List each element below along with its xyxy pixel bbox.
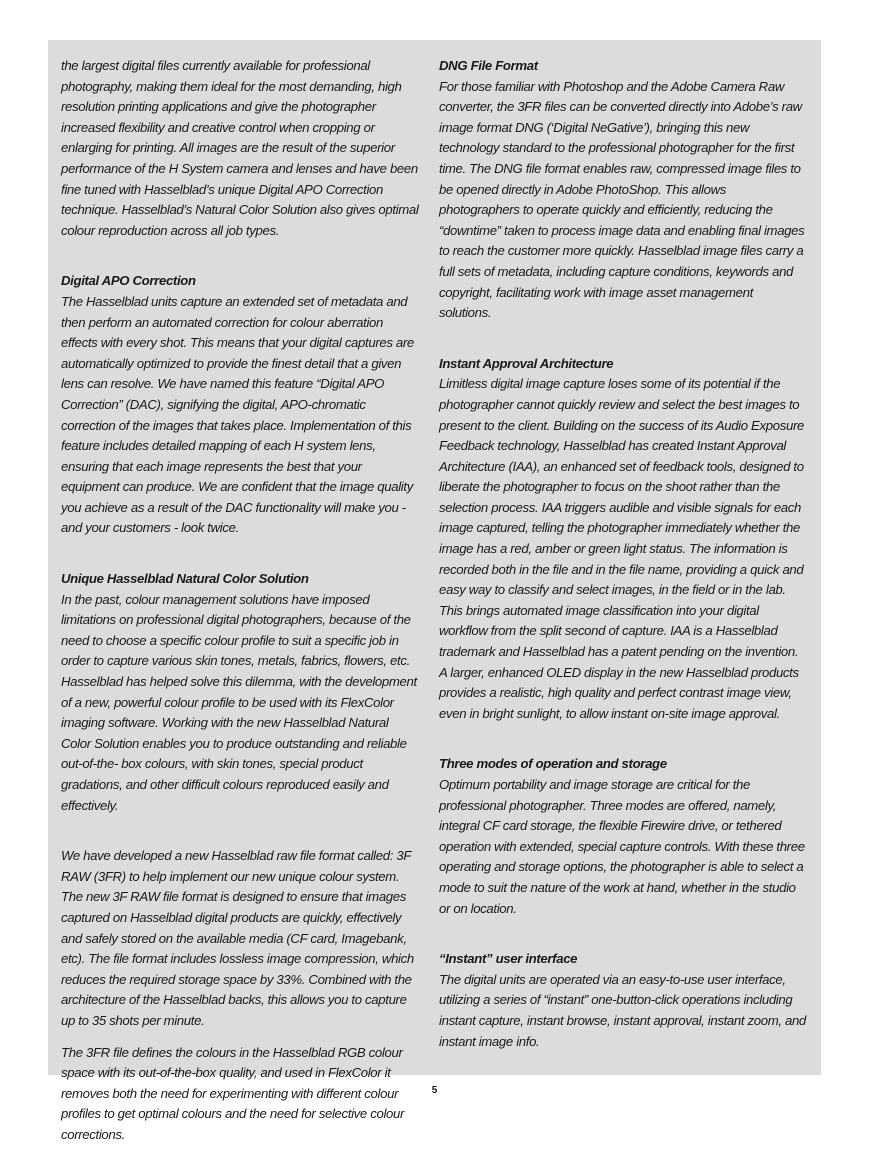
ui-heading: “Instant” user interface [439, 951, 578, 967]
iaa-section [439, 354, 806, 725]
apo-section [61, 271, 421, 539]
intro-paragraph: the largest digital files currently available for professional photography, making them ideal for the most demanding, high resolution printing applications and give the photographer increased flexibility and creative control when cropping or enlarging for printing. All images are the result of the superior performance of the H System camera and lenses and have been fine tuned with Hasselblad’s unique Digital APO Correction technique. Hasselblad’s Natural Color Solution also gives optimal colour reproduction across all job types. [61, 58, 419, 238]
iaa-body: Limitless digital image capture loses some of its potential if the photographer cannot quickly review and select the best images to present to the client. Building on the success of its Audio Exposure Feedback technology, Hasselblad has created Instant Approval Architecture (IAA), an enhanced set of feedback tools, designed to liberate the photographer to focus on the shoot rather than the selection process. IAA triggers audible and visible signals for each image captured, telling the photographer immediately whether the image has a red, amber or green light status. The information is recorded both in the file and in the file name, providing a quick and easy way to classify and select images, in the field or in the lab. This brings automated image classification into your digital workflow from the split second of capture. IAA is a Hasselblad trademark and Hasselblad has a patent pending on the invention. A larger, enhanced OLED display in the new Hasselblad products provides a realistic, high quality and perfect contrast image view, even in bright sunlight, to allow instant on-site image approval. [439, 376, 804, 721]
dng-heading: DNG File Format [439, 58, 538, 73]
ncs-body: In the past, colour management solutions have imposed limitations on professional digital photographers, because of the need to choose a specific colour profile to suit a specific job in order to capture various skin tones, metals, fabrics, flowers, etc. Hasselblad has helped solve this dilemma, with the development of a new, powerful colour profile to be used with its FlexColor imaging software. Working with the new Hasselblad Natural Color Solution enables you to produce outstanding and reliable out-of-the- box colours, with skin tones, special product gradations, and other difficult colours reproduced easily and effectively. [61, 591, 417, 813]
page-number: 5 [431, 1085, 438, 1096]
raw-paragraph-2: The 3FR file defines the colours in the Hasselblad RGB colour space with its out-of-the-box quality, and used in FlexColor it removes both the need for experimenting with different colour profiles to get optimal colours and the need for selective colour corrections. [61, 1044, 405, 1142]
raw-section [61, 846, 421, 1145]
apo-heading: Digital APO Correction [61, 273, 196, 289]
ncs-section [61, 569, 421, 816]
apo-body: The Hasselblad units capture an extended set of metadata and then perform an automated correction for colour aberration effects with every shot. This means that your digital captures are automatically optimized to provide the finest detail that a given lens can resolve. We have named this feature “Digital APO Correction” (DAC), signifying the digital, APO-chromatic correction of the images that takes place. Implementation of this feature includes detailed mapping of each H system lens, ensuring that each image represents the best that your equipment can produce. We are confident that the image quality you achieve as a result of the DAC functionality will make you - and your customers - look twice. [61, 293, 414, 536]
intro-section [61, 56, 421, 241]
modes-heading: Three modes of operation and storage [439, 756, 667, 772]
modes-section [439, 754, 806, 919]
left-column [61, 56, 421, 1157]
raw-paragraph-1: We have developed a new Hasselblad raw file format called: 3F RAW (3FR) to help implement our new unique colour system. The new 3F RAW file format is designed to ensure that images captured on Hasselblad digital products are quickly, effectively and safely stored on the available media (CF card, Imagebank, etc). The file format includes lossless image compression, which reduces the required storage space by 33%. Combined with the architecture of the Hasselblad backs, this allows you to capture up to 35 shots per minute. [61, 848, 414, 1028]
ui-body: The digital units are operated via an easy-to-use user interface, utilizing a series of “instant” one-button-click operations including instant capture, instant browse, instant approval, instant zoom, and instant image info. [439, 971, 806, 1049]
iaa-heading: Instant Approval Architecture [439, 355, 614, 371]
dng-body: For those familiar with Photoshop and the Adobe Camera Raw converter, the 3FR files can be converted directly into Adobe’s raw image format DNG (‘Digital NeGative’), bringing this new technology standard to the professional photographer for the first time. The DNG file format enables raw, compressed image files to be opened directly in Adobe PhotoShop. This allows photographers to operate quickly and efficiently, reducing the “downtime” taken to process image data and enabling final images to reach the customer more quickly. Hasselblad image files carry a full sets of metadata, including capture conditions, keywords and copyright, facilitating work with image asset management solutions. [439, 78, 805, 321]
ui-section [439, 949, 806, 1052]
modes-body: Optimum portability and image storage are critical for the professional photographer. Three modes are offered, namely, integral CF card storage, the flexible Firewire drive, or tethered operation with extended, special capture controls. With these three operating and storage options, the photographer is able to select a mode to suit the nature of the work at hand, whether in the studio or on location. [439, 777, 805, 916]
dng-section [439, 56, 806, 324]
ncs-heading: Unique Hasselblad Natural Color Solution [61, 571, 309, 587]
right-column [439, 56, 806, 1082]
